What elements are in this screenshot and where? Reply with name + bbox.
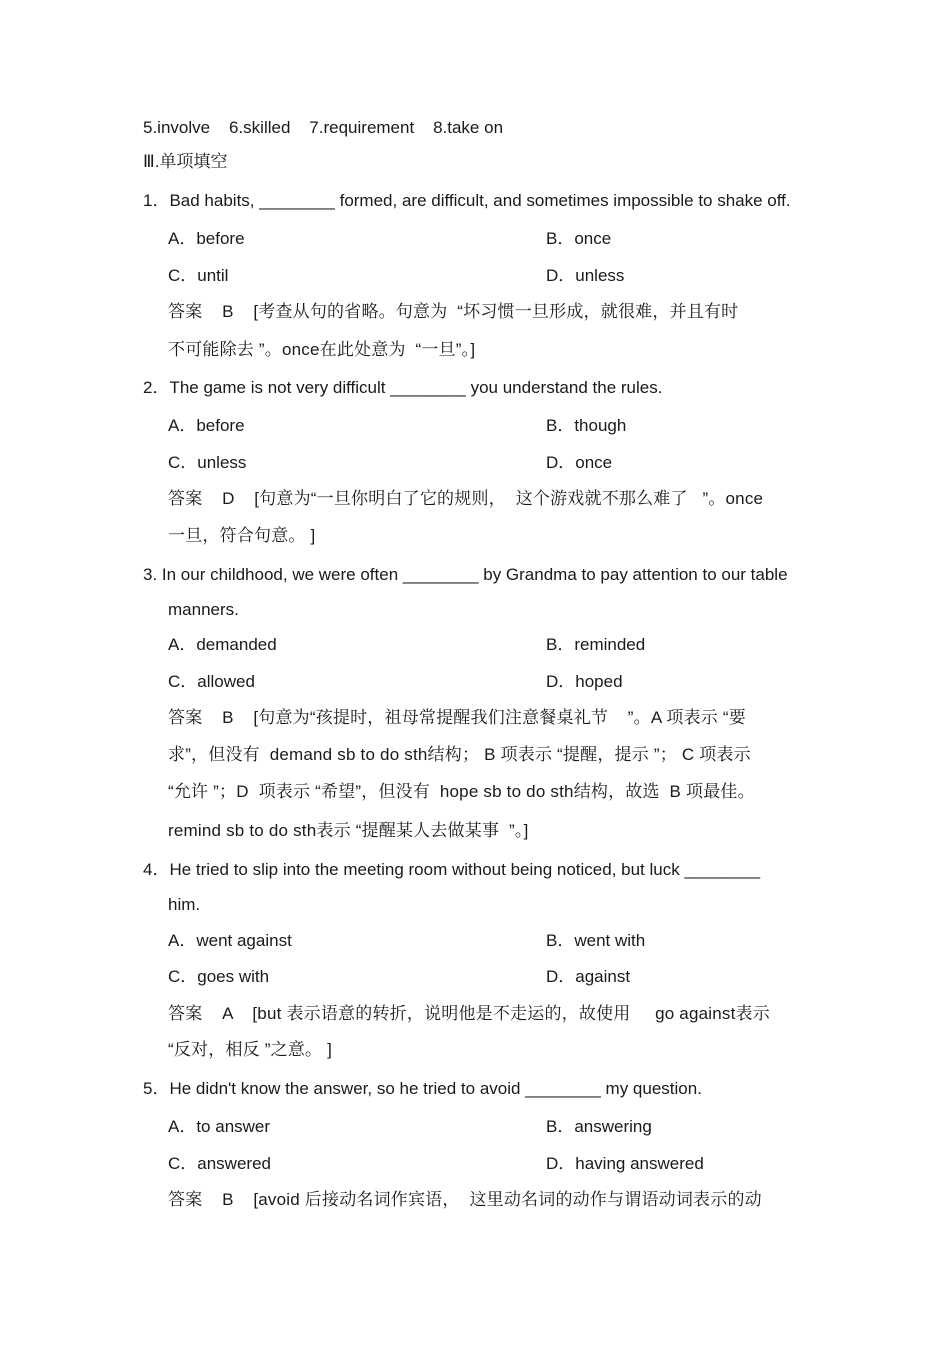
option-c: C．unless xyxy=(168,453,247,472)
option-d: D．unless xyxy=(546,266,625,285)
answer-explanation: 答案 A [but 表示语意的转折，说明他是不走运的，故使用 go against表示 xyxy=(168,1004,770,1023)
option-b: B．went with xyxy=(546,931,646,950)
option-d: D．against xyxy=(546,967,631,986)
option-b: B．reminded xyxy=(546,635,646,654)
option-a: A．before xyxy=(168,229,245,248)
question-stem: 5．He didn't know the answer, so he tried to avoid ________ my question. xyxy=(143,1079,702,1098)
question-stem: 2．The game is not very difficult ________ you understand the rules. xyxy=(143,378,663,397)
answer-explanation: remind sb to do sth表示 “提醒某人去做某事 ”。] xyxy=(168,821,529,840)
option-a: A．went against xyxy=(168,931,292,950)
option-c: C．allowed xyxy=(168,672,255,691)
answer-explanation: 答案 D [句意为“一旦你明白了它的规则， 这个游戏就不那么难了 ”。once xyxy=(168,489,764,508)
option-d: D．once xyxy=(546,453,613,472)
option-b: B．answering xyxy=(546,1117,652,1136)
vocab-answers: 5.involve 6.skilled 7.requirement 8.take on xyxy=(143,118,504,137)
answer-explanation: 答案 B [avoid 后接动名词作宾语， 这里动名词的动作与谓语动词表示的动 xyxy=(168,1190,762,1209)
answer-explanation: “允许 ”；D 项表示 “希望”，但没有 hope sb to do sth结构，故选 B 项最佳。 xyxy=(168,782,755,801)
answer-explanation: 不可能除去 ”。once在此处意为 “一旦”。] xyxy=(168,340,476,359)
answer-explanation: “反对，相反 ”之意。 ] xyxy=(168,1040,333,1059)
option-c: C．goes with xyxy=(168,967,270,986)
option-d: D．having answered xyxy=(546,1154,704,1173)
option-a: A．before xyxy=(168,416,245,435)
question-stem: 1．Bad habits, ________ formed, are difficult, and sometimes impossible to shake off. xyxy=(143,191,791,210)
question-stem: 4．He tried to slip into the meeting room without being noticed, but luck ________ xyxy=(143,860,761,879)
option-c: C．answered xyxy=(168,1154,271,1173)
option-a: A．to answer xyxy=(168,1117,271,1136)
question-stem: manners. xyxy=(168,600,239,619)
option-c: C．until xyxy=(168,266,229,285)
answer-explanation: 一旦，符合句意。 ] xyxy=(168,526,316,545)
option-d: D．hoped xyxy=(546,672,623,691)
answer-explanation: 答案 B [句意为“孩提时，祖母常提醒我们注意餐桌礼节 ”。A 项表示 “要 xyxy=(168,708,746,727)
answer-explanation: 答案 B [考查从句的省略。句意为 “坏习惯一旦形成，就很难，并且有时 xyxy=(168,302,739,321)
option-b: B．though xyxy=(546,416,627,435)
option-a: A．demanded xyxy=(168,635,277,654)
question-stem: him. xyxy=(168,895,201,914)
section-heading: Ⅲ.单项填空 xyxy=(143,152,228,171)
answer-explanation: 求”，但没有 demand sb to do sth结构； B 项表示 “提醒，提示 ”； C 项表示 xyxy=(168,745,751,764)
question-stem: 3. In our childhood, we were often ________ by Grandma to pay attention to our table xyxy=(143,565,788,584)
option-b: B．once xyxy=(546,229,612,248)
